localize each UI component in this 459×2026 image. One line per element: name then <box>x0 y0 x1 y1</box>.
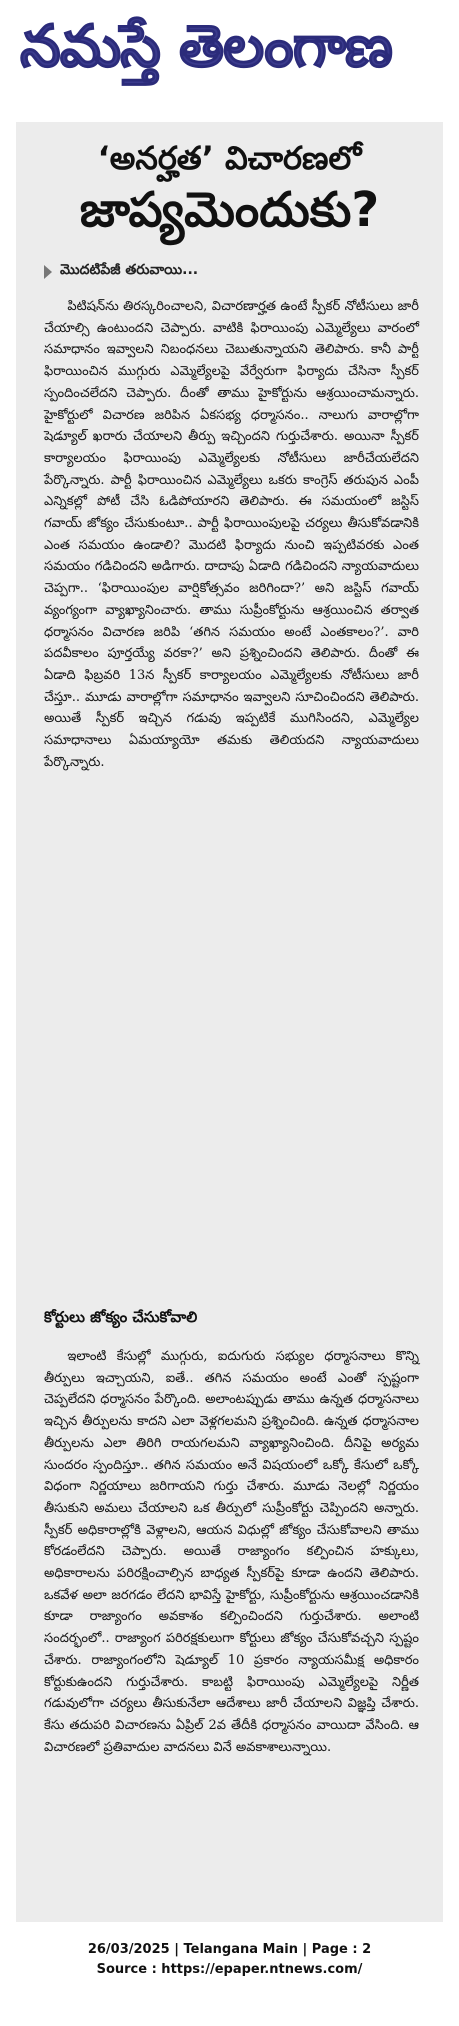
newspaper-logo: నమస్తే తెలంగాణ <box>20 12 392 80</box>
article-paragraph-1: పిటిషన్‌ను తిరస్కరించాలని, విచారణార్హత ఉంటే స్పీకర్ నోటీసులు జారీ చేయాల్సి ఉంటుందని చెప్పారు. వాటికి ఫిరాయింపు ఎమ్మెల్యేలు వారంలో సమాధానం ఇవ్వాలని నిబంధనలు చెబుతున్నాయని తెలిపారు. కానీ పార్టీ ఫిరాయించిన ముగ్గురు ఎమ్మెల్యేలపై వేర్వేరుగా ఫిర్యాదు చేసినా స్పీకర్ స్పందించలేదని చెప్పారు. దీంతో తాము హైకోర్టును ఆశ్రయించామన్నారు. హైకోర్టులో విచారణ జరిపిన ఏకసభ్య ధర్మాసనం.. నాలుగు వారాల్లోగా షెడ్యూల్ ఖరారు చేయాలని తీర్పు ఇచ్చిందని గుర్తుచేశారు. అయినా స్పీకర్ కార్యాలయం ఫిరాయింపు ఎమ్మెల్యేలకు నోటీసులు జారీచేయలేదని పేర్కొన్నారు. పార్టీ ఫిరాయించిన ఎమ్మెల్యేలు ఒకరు కాంగ్రెస్ తరుపున ఎంపీ ఎన్నికల్లో పోటీ చేసి ఓడిపోయారని తెలిపారు. ఈ సమయంలో జస్టిస్ గవాయ్ జోక్యం చేసుకుంటూ.. పార్టీ ఫిరాయింపులపై చర్యలు తీసుకోవడానికి ఎంత సమయం ఉండాలి? మొదటి ఫిర్యాదు నుంచి ఇప్పటివరకు ఎంత సమయం గడిచిందని అడిగారు. దాదాపు ఏడాది గడిచిందని న్యాయవాదులు చెప్పగా.. ‘ఫిరాయింపుల వార్షికోత్సవం జరిగిందా?’ అని జస్టిస్ గవాయ్ వ్యంగ్యంగా వ్యాఖ్యానించారు. తాము సుప్రీంకోర్టును ఆశ్రయించిన తర్వాత ధర్మాసనం విచారణ జరిపి ‘తగిన సమయం అంటే ఎంతకాలం?’. వారి పదవీకాలం పూర్తయ్యే వరకా?’ అని ప్రశ్నించిందని తెలిపారు. దీంతో ఈ ఏడాది ఫిబ్రవరి 13న స్పీకర్ కార్యాలయం ఎమ్మెల్యేలకు నోటీసులు జారీ చేస్తూ.. మూడు వారాల్లోగా సమాధానం ఇవ్వాలని సూచించిందని తెలిపారు. అయితే స్పీకర్ ఇచ్చిన గడువు ఇప్పటికే ముగిసిందని, ఎమ్మెల్యేల సమాధానాలు ఏమయ్యాయో తమకు తెలియదని న్యాయవాదులు పేర్కొన్నారు. <box>44 299 419 770</box>
article-paragraph-2: ఇలాంటి కేసుల్లో ముగ్గురు, ఐదుగురు సభ్యుల ధర్మాసనాలు కొన్ని తీర్పులు ఇచ్చాయని, ఐతే.. తగిన సమయం అంటే ఎంతో స్పష్టంగా చెప్పలేదని ధర్మాసనం పేర్కొంది. అలాంటప్పుడు తాము ఉన్నత ధర్మాసనాలు ఇచ్చిన తీర్పులను కాదని ఎలా వెళ్లగలమని ప్రశ్నించింది. ఉన్నత ధర్మాసనాల తీర్పులను ఎలా తిరిగి రాయగలమని వ్యాఖ్యానించింది. దీనిపై అర్యమ సుందరం స్పందిస్తూ.. తగిన సమయం అనే విషయంలో ఒక్కో కేసులో ఒక్కో విధంగా నిర్ణయాలు జరిగాయని గుర్తు చేశారు. మూడు నెలల్లో నిర్ణయం తీసుకుని అమలు చేయాలని ఒక తీర్పులో సుప్రీంకోర్టు చెప్పిందని అన్నారు. స్పీకర్ అధికారాల్లోకి వెళ్లాలని, ఆయన విధుల్లో జోక్యం చేసుకోవాలని తాము కోరడంలేదని చెప్పారు. అయితే రాజ్యాంగం కల్పించిన హక్కులు, అధికారాలను పరిరక్షించాల్సిన బాధ్యత స్పీకర్‌పై కూడా ఉందని తెలిపారు. ఒకవేళ అలా జరగడం లేదని భావిస్తే హైకోర్టు, సుప్రీంకోర్టును ఆశ్రయించడానికి కూడా రాజ్యాంగం అవకాశం కల్పించిందని గుర్తుచేశారు. అలాంటి సందర్భంలో.. రాజ్యాంగ పరిరక్షకులుగా కోర్టులు జోక్యం చేసుకోవచ్చని స్పష్టం చేశారు. రాజ్యాంగంలోని షెడ్యూల్ 10 ప్రకారం న్యాయసమీక్ష అధికారం కోర్టుకుఉందని గుర్తుచేశారు. కాబట్టి ఫిరాయింపు ఎమ్మెల్యేలపై నిర్ణీత గడువులోగా చర్యలు తీసుకునేలా ఆదేశాలు జారీ చేయాలని విజ్ఞప్తి చేశారు. కేసు తదుపరి విచారణను ఏప్రిల్ 2వ తేదీకి ధర్మాసనం వాయిదా వేసింది. ఆ విచారణలో ప్రతివాదుల వాదనలు వినే అవకాశాలున్నాయి. <box>44 1349 419 1755</box>
footer-source: Source : https://epaper.ntnews.com/ <box>96 1962 363 1977</box>
subheading: కోర్టులు జోక్యం చేసుకోవాలి <box>44 1308 198 1326</box>
footer-date-edition: 26/03/2025 | Telangana Main | Page : 2 <box>87 1942 372 1957</box>
masthead <box>20 6 420 86</box>
triangle-right-icon <box>44 265 52 279</box>
headline-line1: ‘అనర్హత’ విచారణలో <box>97 139 362 177</box>
continuation-marker <box>44 262 198 281</box>
headline-line2: జాప్యమెందుకు? <box>79 182 380 238</box>
continuation-label: మొదటిపేజీ తరువాయి... <box>60 262 199 278</box>
